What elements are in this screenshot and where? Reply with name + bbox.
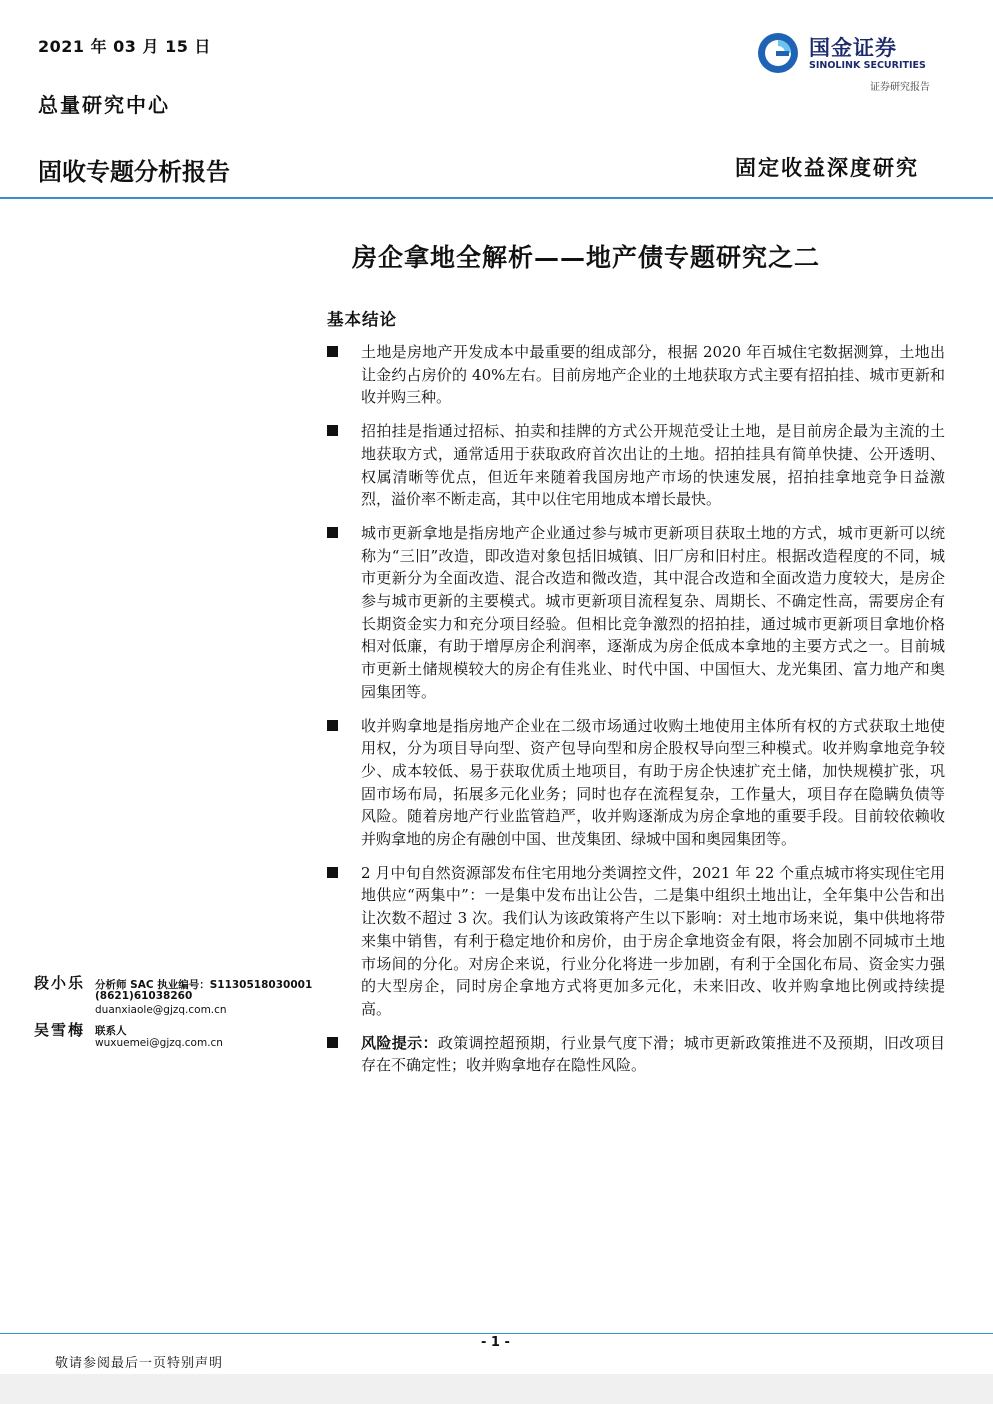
conclusion-text: 城市更新拿地是指房地产企业通过参与城市更新项目获取土地的方式，城市更新可以统称为“三旧”改造，即改造对象包括旧城镇、旧厂房和旧村庄。根据改造程度的不同，城市更新分为全面改造、混合改造和微改造，其中混合改造和全面改造力度较大，是房企参与城市更新的主要模式。城市更新项目流程复杂、周期长、不确定性高，需要房企有长期资金实力和充分项目经验。但相比竞争激烈的招拍挂，通过城市更新项目拿地价格相对低廉，有助于增厚房企利润率，逐渐成为房企低成本拿地的主要方式之一。目前城市更新土储规模较大的房企有佳兆业、时代中国、中国恒大、龙光集团、富力地产和奥园集团等。 bbox=[361, 523, 945, 701]
bullet-square-icon bbox=[327, 867, 338, 878]
author-name: 吴雪梅 bbox=[34, 1021, 86, 1039]
footer-band bbox=[0, 1374, 993, 1404]
conclusion-item bbox=[325, 341, 945, 409]
conclusion-item bbox=[325, 420, 945, 511]
research-center: 总量研究中心 bbox=[38, 93, 170, 117]
conclusion-text: 收并购拿地是指房地产企业在二级市场通过收购土地使用主体所有权的方式获取土地使用权，分为项目导向型、资产包导向型和房企股权导向型三种模式。收并购拿地竞争较少、成本较低、易于获取优质土地项目，有助于房企快速扩充土储，加快规模扩张，巩固市场布局，拓展多元化业务；同时也存在流程复杂，工作量大，项目存在隐瞒负债等风险。随着房地产行业监管趋严，收并购逐渐成为房企拿地的重要手段。目前较依赖收并购拿地的房企有融创中国、世茂集团、绿城中国和奥园集团等。 bbox=[361, 716, 945, 849]
report-type: 固收专题分析报告 bbox=[38, 158, 230, 186]
report-title: 房企拿地全解析——地产债专题研究之二 bbox=[352, 243, 821, 272]
author-email[interactable]: duanxiaole@gjzq.com.cn bbox=[95, 1004, 227, 1016]
logo-name-en: SINOLINK SECURITIES bbox=[809, 60, 926, 71]
report-date: 2021 年 03 月 15 日 bbox=[38, 37, 211, 56]
conclusion-list bbox=[325, 341, 945, 1088]
risk-label: 风险提示： bbox=[361, 1033, 438, 1052]
author-phone: (8621)61038260 bbox=[95, 990, 193, 1002]
logo-name-cn: 国金证券 bbox=[809, 36, 897, 60]
author-email[interactable]: wuxuemei@gjzq.com.cn bbox=[95, 1037, 223, 1049]
risk-item bbox=[325, 1032, 945, 1077]
author-role: 联系人 bbox=[95, 1025, 127, 1037]
section-heading: 基本结论 bbox=[327, 310, 397, 329]
conclusion-text: 2 月中旬自然资源部发布住宅用地分类调控文件，2021 年 22 个重点城市将实现住宅用地供应“两集中”：一是集中发布出让公告，二是集中组织土地出让，全年集中公告和出让次数不超过 3 次。我们认为该政策将产生以下影响：对土地市场来说，集中供地将带来集中销售，有利于稳定地价和房价，由于房企拿地资金有限，将会加剧不同城市土地市场间的分化。对房企来说，行业分化将进一步加剧，有利于全国化布局、资金实力强的大型房企，同时房企拿地方式将更加多元化，未来旧改、收并购拿地比例或持续提高。 bbox=[361, 863, 945, 1018]
page-number: - 1 - bbox=[481, 1335, 510, 1350]
author-credential: 分析师 SAC 执业编号：S1130518030001 bbox=[95, 979, 313, 991]
risk-text: 政策调控超预期，行业景气度下滑；城市更新政策推进不及预期，旧改项目存在不确定性；收并购拿地存在隐性风险。 bbox=[361, 1033, 945, 1075]
bullet-square-icon bbox=[327, 1037, 338, 1048]
bullet-square-icon bbox=[327, 720, 338, 731]
footer-divider bbox=[0, 1333, 993, 1334]
report-class: 固定收益深度研究 bbox=[735, 155, 919, 180]
conclusion-item bbox=[325, 522, 945, 704]
conclusion-text: 土地是房地产开发成本中最重要的组成部分，根据 2020 年百城住宅数据测算，土地出让金约占房价的 40%左右。目前房地产企业的土地获取方式主要有招拍挂、城市更新和收并购三种。 bbox=[361, 343, 945, 407]
footer-disclaimer: 敬请参阅最后一页特别声明 bbox=[55, 1356, 224, 1371]
conclusion-text: 招拍挂是指通过招标、拍卖和挂牌的方式公开规范受让土地，是目前房企最为主流的土地获取方式，通常适用于获取政府首次出让的土地。招拍挂具有简单快捷、公开透明、权属清晰等优点，但近年来随着我国房地产市场的快速发展，招拍挂拿地竞争日益激烈，溢价率不断走高，其中以住宅用地成本增长最快。 bbox=[361, 422, 945, 509]
bullet-square-icon bbox=[327, 425, 338, 436]
bullet-square-icon bbox=[327, 527, 338, 538]
bullet-square-icon bbox=[327, 346, 338, 357]
conclusion-item bbox=[325, 715, 945, 851]
header-divider bbox=[0, 197, 993, 199]
logo-subtitle: 证券研究报告 bbox=[870, 82, 930, 93]
conclusion-item bbox=[325, 862, 945, 1021]
company-logo bbox=[757, 32, 945, 76]
author-name: 段小乐 bbox=[34, 974, 86, 992]
logo-mark-icon bbox=[757, 32, 799, 74]
